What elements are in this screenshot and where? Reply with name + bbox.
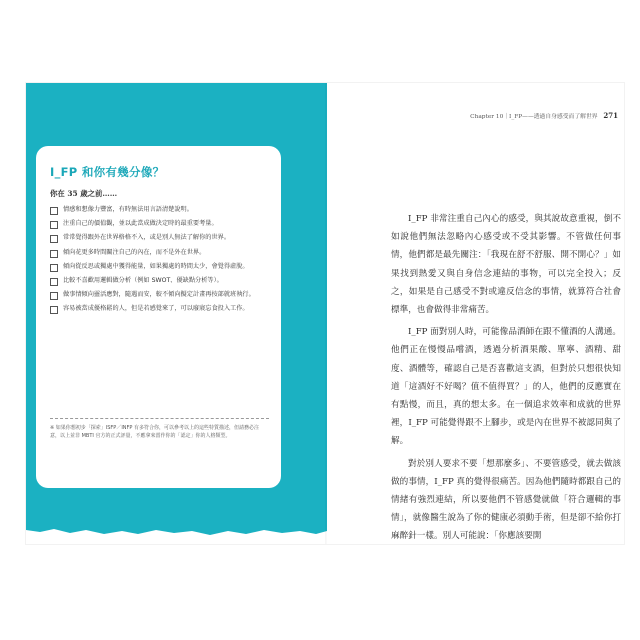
checkbox[interactable] bbox=[50, 292, 58, 300]
paragraph: I_FP 面對別人時，可能像品酒師在跟不懂酒的人溝通。他們正在慢慢品嚐酒，透過分析酒果酸、單寧、酒精、甜度、酒體等，確認自己是否喜歡這支酒，但對於只想很快知道「這酒好不好喝？值不值得買？」的人，他們的反應實在有點慢，而且，真的想太多。在一個追求效率和成就的世界裡，I_FP 可能覺得跟不上腳步，或是內在世界不被認同與了解。 bbox=[391, 327, 621, 447]
checklist-item-text: 常常覺得跟外在世界格格不入，或是別人無法了解你的世界。 bbox=[63, 234, 231, 242]
checklist-item bbox=[50, 276, 269, 286]
footnote: ※ 如果你想初步「探索」ISFP／INFP 有多符合你，可以參考以上的這些特質描述，但請務必注意，以上並非 MBTI 官方的正式評量，不應拿來當作你的「認定」你的人格類型。 bbox=[50, 425, 260, 439]
page-number: 271 bbox=[603, 111, 618, 120]
body-text bbox=[391, 210, 621, 550]
book-spread bbox=[26, 83, 624, 544]
quiz-card bbox=[36, 146, 281, 488]
checklist-item bbox=[50, 248, 269, 258]
checklist-item-text: 比較不喜歡用邏輯做分析（例如 SWOT、優缺點分析等）。 bbox=[63, 276, 223, 284]
running-head bbox=[470, 111, 618, 120]
card-intro: 你在 35 歲之前…… bbox=[50, 189, 118, 198]
checkbox[interactable] bbox=[50, 221, 58, 229]
right-page bbox=[327, 83, 624, 544]
checklist-item bbox=[50, 290, 269, 300]
chapter-title: Chapter 10｜I_FP——透過自身感受而了解世界 bbox=[470, 114, 598, 120]
checklist-item-text: 傾向從反思或獨處中獲得能量，如果獨處的時間太少，會覺得虛脫。 bbox=[63, 262, 249, 270]
dashed-divider bbox=[50, 418, 269, 419]
checklist-item bbox=[50, 262, 269, 272]
checklist-item bbox=[50, 205, 269, 215]
checklist-item-text: 容易被當成優格鬆的人，但是若感覺來了，可以廢寢忘食投入工作。 bbox=[63, 305, 249, 313]
checkbox[interactable] bbox=[50, 250, 58, 258]
checkbox[interactable] bbox=[50, 207, 58, 215]
checklist bbox=[50, 205, 269, 314]
checklist-item-text: 傾向花更多時間關注自己的內在，而不是外在世界。 bbox=[63, 248, 206, 256]
checklist-item bbox=[50, 233, 269, 243]
checklist-item-text: 注重自己的價值觀，並以此當成做決定時的最重要考量。 bbox=[63, 220, 218, 228]
checkbox[interactable] bbox=[50, 264, 58, 272]
left-page bbox=[26, 83, 327, 544]
checkbox[interactable] bbox=[50, 278, 58, 286]
checklist-item bbox=[50, 304, 269, 314]
torn-paper-edge bbox=[26, 522, 327, 544]
checklist-item-text: 情感和想像力豐富，有時無法用言語清楚說明。 bbox=[63, 206, 193, 213]
checklist-item bbox=[50, 219, 269, 229]
card-title: I_FP 和你有幾分像？ bbox=[50, 165, 165, 179]
checkbox[interactable] bbox=[50, 235, 58, 243]
checklist-item-text: 做事情傾向靈活應對，隨遇而安，較不傾向擬定計畫再按部就班執行。 bbox=[63, 291, 255, 299]
paragraph: I_FP 非常注重自己內心的感受，與其說故意重視，倒不如說他們無法忽略內心感受或不受其影響。不管做任何事情，他們都是最先關注：「我現在舒不舒服、開不開心？」如果找到熱愛又與自身信念連結的事物，可以完全投入；反之，如果是自己感受不對或違反信念的事情，就算符合社會標準，也會做得非常痛苦。 bbox=[391, 214, 621, 316]
paragraph: 對於別人要求不要「想那麼多」、不要管感受，就去做該做的事情，I_FP 真的覺得很痛苦。因為他們隨時都跟自己的情緒有強烈連結，所以要他們不管感覺就做「符合邏輯的事情」，就像醫生說為了你的健康必須動手術，但是卻不給你打麻醉針一樣。別人可能說：「你應該要開 bbox=[391, 458, 621, 542]
checkbox[interactable] bbox=[50, 306, 58, 314]
